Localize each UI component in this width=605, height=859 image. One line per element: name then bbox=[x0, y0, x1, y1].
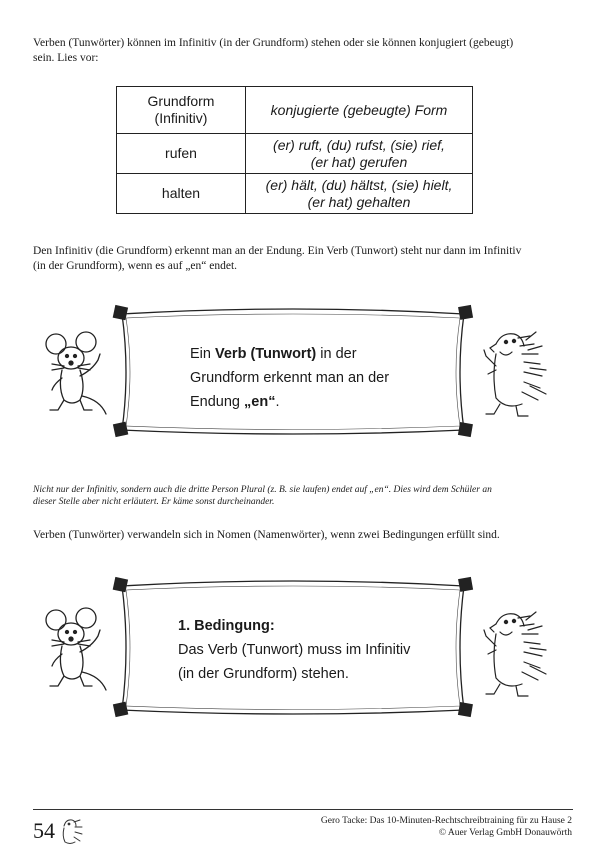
cell-infinitive: halten bbox=[117, 174, 246, 214]
bold-term: Verb (Tunwort) bbox=[215, 346, 317, 362]
condition-heading: 1. Bedingung: bbox=[178, 618, 275, 634]
condition-text: 1. Bedingung: Das Verb (Tunwort) muss im Infinitiv (in der Grundform) stehen. bbox=[178, 618, 411, 682]
table-row bbox=[117, 134, 473, 174]
mouse-icon bbox=[40, 330, 112, 425]
verb-table bbox=[116, 86, 473, 214]
cell-infinitive: rufen bbox=[117, 134, 246, 174]
hedgehog-icon bbox=[60, 816, 84, 851]
bold-term: „en“ bbox=[244, 394, 276, 410]
infinitive-paragraph bbox=[33, 244, 573, 274]
table-row bbox=[117, 174, 473, 214]
cell-conjugated: (er) ruft, (du) rufst, (sie) rief, (er hat) gerufen bbox=[246, 134, 473, 174]
rule-scroll-box bbox=[108, 302, 478, 442]
intro-line: sein. Lies vor: bbox=[33, 52, 99, 64]
table-header-row bbox=[117, 87, 473, 134]
cell-conjugated: (er) hält, (du) hältst, (sie) hielt, (er hat) gehalten bbox=[246, 174, 473, 214]
nouns-paragraph: Verben (Tunwörter) verwandeln sich in Nomen (Namenwörter), wenn zwei Bedingungen erfüllt sind. bbox=[33, 529, 500, 541]
footer-credit: Gero Tacke: Das 10-Minuten-Rechtschreibtraining für zu Hause 2 © Auer Verlag GmbH Donauwörth bbox=[320, 816, 572, 838]
page-number: 54 bbox=[33, 818, 55, 843]
intro-line: Verben (Tunwörter) können im Infinitiv (in der Grundform) stehen oder sie können konjugiert (gebeugt) bbox=[33, 37, 514, 49]
header-infinitive: Grundform (Infinitiv) bbox=[117, 87, 246, 134]
infinitive-line: Den Infinitiv (die Grundform) erkennt man an der Endung. Ein Verb (Tunwort) steht nur dann im Infinitiv bbox=[33, 245, 522, 257]
rule-text: Ein Verb (Tunwort) in der Grundform erkennt man an der Endung „en“. bbox=[190, 346, 390, 410]
footnote: Nicht nur der Infinitiv, sondern auch die dritte Person Plural (z. B. sie laufen) endet auf „en“. Dies wird dem Schüler an dieser Stelle aber nicht erläutert. Er käme sonst durcheinander. bbox=[33, 485, 492, 507]
footer-divider bbox=[33, 809, 573, 810]
header-conjugated: konjugierte (gebeugte) Form bbox=[246, 87, 473, 134]
hedgehog-icon bbox=[482, 606, 554, 707]
hedgehog-icon bbox=[482, 326, 554, 427]
condition-scroll-box bbox=[108, 574, 478, 722]
intro-paragraph bbox=[33, 36, 573, 66]
mouse-icon bbox=[40, 606, 112, 701]
infinitive-line: (in der Grundform), wenn es auf „en“ endet. bbox=[33, 260, 238, 272]
